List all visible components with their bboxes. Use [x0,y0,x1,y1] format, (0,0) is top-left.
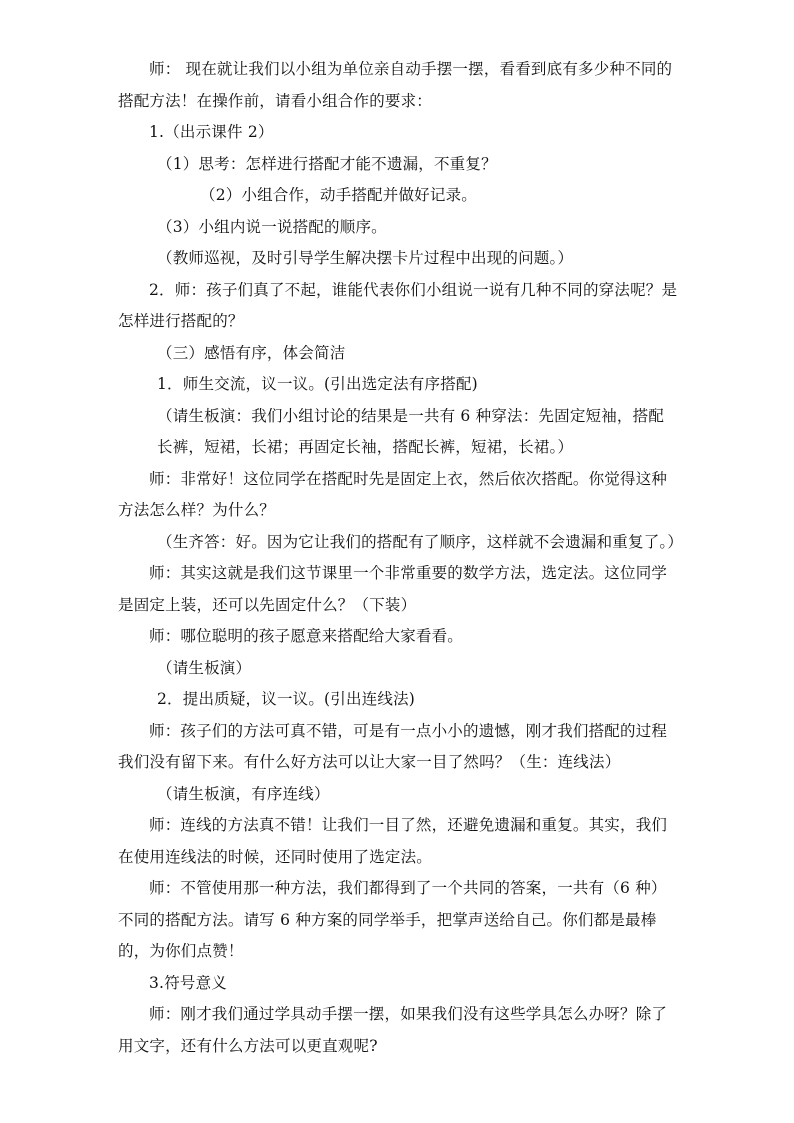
paragraph: 师：其实这就是我们这节课里一个非常重要的数学方法，选定法。这位同学是固定上装，还可以先固定什么？（下装） [118,564,668,614]
document-body [118,54,684,1062]
paragraph: 2．提出质疑，议一议。(引出连线法) [157,690,416,708]
paragraph: （1）思考：怎样进行搭配才能不遗漏，不重复？ [157,154,497,173]
paragraph: 师：连线的方法真不错！让我们一目了然，还避免遗漏和重复。其实，我们在使用连线法的时候，还同时使用了选定法。 [118,816,668,866]
paragraph: （请生板演） [157,658,252,677]
paragraph: （2）小组合作，动手搭配并做好记录。 [200,186,477,204]
paragraph: 师： 现在就让我们以小组为单位亲自动手摆一摆，看看到底有多少种不同的搭配方法！在操作前，请看小组合作的要求： [118,60,673,110]
paragraph: 3.符号意义 [149,973,227,992]
paragraph: （教师巡视，及时引导学生解决摆卡片过程中出现的问题。） [157,249,574,267]
paragraph: 师：哪位聪明的孩子愿意来搭配给大家看看。 [149,627,464,645]
paragraph: 师：孩子们的方法可真不错，可是有一点小小的遗憾，刚才我们搭配的过程我们没有留下来。有什么好方法可以让大家一目了然吗？（生：连线法） [118,721,668,771]
paragraph: 1.（出示课件 2） [149,123,274,141]
paragraph: （请生板演：我们小组讨论的结果是一共有 6 种穿法：先固定短袖，搭配长裤，短裙，长裙；再固定长袖，搭配长裤，短裙，长裙。） [157,406,665,456]
section-heading: （三）感悟有序，体会简洁 [157,343,346,362]
paragraph: （3）小组内说一说搭配的顺序。 [157,217,387,236]
paragraph: 师：不管使用那一种方法，我们都得到了一个共同的答案，一共有（6 种）不同的搭配方法。请写 6 种方案的同学举手，把掌声送给自己。你们都是最棒的，为你们点赞！ [118,879,667,960]
paragraph: 1．师生交流，议一议。(引出选定法有序搭配) [157,375,478,393]
paragraph: 师：非常好！这位同学在搭配时先是固定上衣，然后依次搭配。你觉得这种方法怎么样？为什么？ [118,469,668,519]
paragraph: （生齐答：好。因为它让我们的搭配有了顺序，这样就不会遗漏和重复了。） [157,532,684,551]
paragraph: 2．师：孩子们真了不起，谁能代表你们小组说一说有几种不同的穿法呢？是怎样进行搭配的？ [118,280,678,330]
paragraph: 师：刚才我们通过学具动手摆一摆，如果我们没有这些学具怎么办呀？除了用文字，还有什么方法可以更直观呢? [118,1005,668,1055]
paragraph: （请生板演，有序连线） [157,784,330,803]
